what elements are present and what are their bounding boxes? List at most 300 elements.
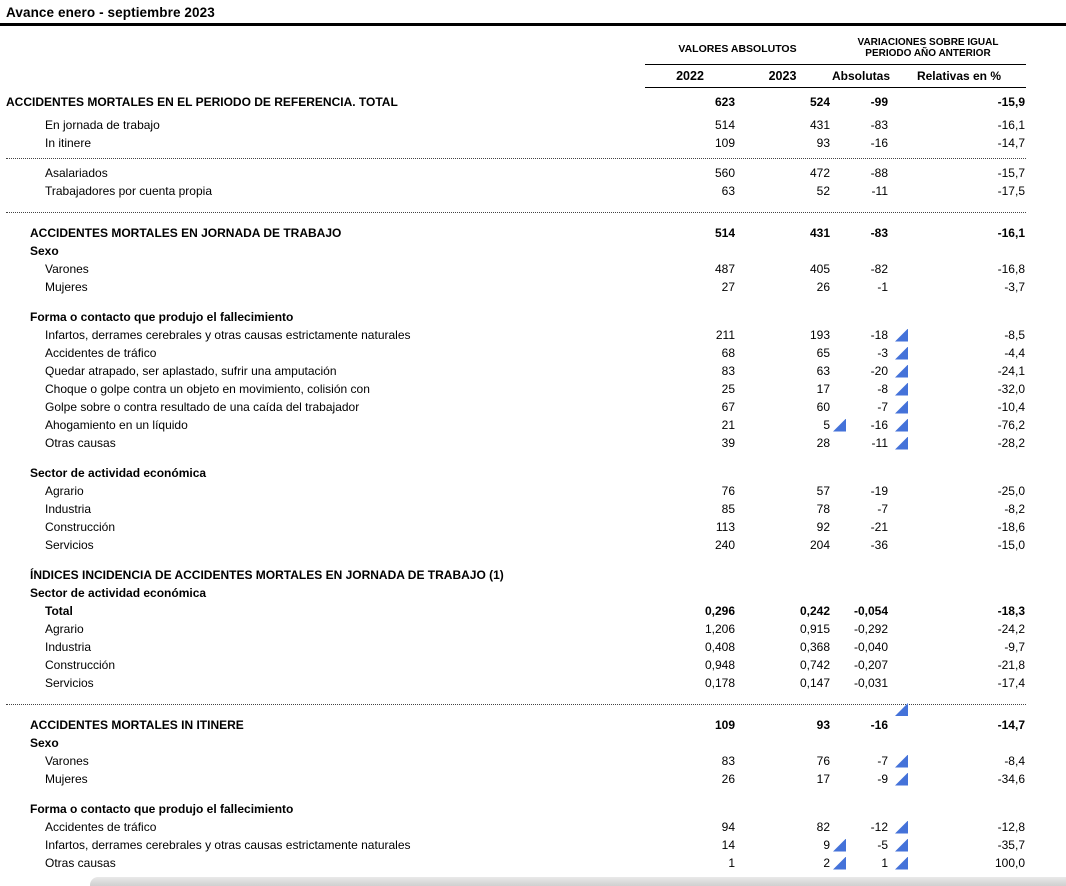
table-row [6,398,1026,416]
column-header-relativas: Relativas en % [916,69,1002,83]
flag-cell-absolutas [892,308,916,326]
value-2022: 109 [714,136,735,150]
value-relativas: -21,8 [997,658,1025,672]
provisional-flag-icon [895,821,908,834]
value-absolutas: -0,040 [853,640,888,654]
value-relativas: -15,0 [997,538,1025,552]
row-label: Choque o golpe contra un objeto en movimiento, colisión con [45,382,370,396]
value-2022: 514 [714,226,735,240]
value-relativas: -28,2 [997,436,1025,450]
value-relativas: -4,4 [1004,346,1025,360]
flag-cell-2023 [830,278,852,296]
flag-cell-absolutas [892,278,916,296]
flag-cell-absolutas [892,482,916,500]
value-2023: 57 [816,484,830,498]
value-relativas: -16,1 [997,118,1025,132]
flag-cell-2023 [830,518,852,536]
value-absolutas: -3 [877,346,888,360]
value-relativas: -14,7 [997,718,1025,732]
flag-cell-absolutas [892,752,916,770]
value-2022: 68 [721,346,735,360]
flag-cell-absolutas [892,620,916,638]
column-header-2022: 2022 [676,69,704,83]
flag-cell-absolutas [892,602,916,620]
flag-cell-2023 [830,242,852,260]
row-label: Sector de actividad económica [30,586,207,600]
flag-cell-absolutas [892,656,916,674]
value-relativas: -17,5 [997,184,1025,198]
value-absolutas: -83 [870,226,888,240]
value-absolutas: -1 [877,280,888,294]
flag-cell-absolutas [892,93,916,111]
value-relativas: -18,3 [997,604,1025,618]
value-2023: 9 [823,838,830,852]
row-label: Varones [45,754,89,768]
value-relativas: -14,7 [997,136,1025,150]
value-2022: 1 [728,856,735,870]
flag-cell-2023 [830,260,852,278]
row-label: Sector de actividad económica [30,466,207,480]
flag-cell-2023 [830,134,852,152]
flag-cell-2023 [830,326,852,344]
flag-cell-absolutas [892,716,916,734]
table-body [6,88,1026,872]
value-2023: 65 [816,346,830,360]
value-absolutas: -7 [877,754,888,768]
value-absolutas: -0,292 [853,622,888,636]
row-label: Construcción [45,658,116,672]
value-2023: 524 [809,95,830,109]
row-label: Total [45,604,73,618]
value-relativas: -15,7 [997,166,1025,180]
table-row [6,278,1026,296]
flag-cell-2023 [830,224,852,242]
value-2023: 63 [816,364,830,378]
value-2023: 17 [816,772,830,786]
table-row [6,362,1026,380]
value-relativas: -34,6 [997,772,1025,786]
column-header-2023: 2023 [768,69,797,83]
table-row [6,854,1026,872]
flag-cell-absolutas [892,836,916,854]
row-label: Sexo [30,244,59,258]
value-relativas: -3,7 [1004,280,1025,294]
value-2022: 211 [715,328,735,342]
flag-cell-2023 [830,164,852,182]
flag-cell-absolutas [892,164,916,182]
flag-cell-absolutas [892,326,916,344]
row-label: Servicios [45,676,94,690]
row-separator [6,200,1026,224]
value-2023: 28 [816,436,830,450]
value-2023: 78 [816,502,830,516]
value-2022: 83 [721,364,735,378]
flag-cell-2023 [830,674,852,692]
table-row [6,416,1026,434]
row-label: Otras causas [45,856,116,870]
provisional-flag-icon [895,383,908,396]
value-absolutas: -82 [870,262,888,276]
value-relativas: -8,2 [1004,502,1025,516]
flag-cell-2023 [830,752,852,770]
flag-cell-absolutas [892,182,916,200]
flag-cell-2023 [830,602,852,620]
row-label: Infartos, derrames cerebrales y otras causas estrictamente naturales [45,328,411,342]
flag-cell-absolutas [892,344,916,362]
row-label: Ahogamiento en un líquido [45,418,188,432]
value-relativas: -76,2 [997,418,1025,432]
value-relativas: -32,0 [997,382,1025,396]
flag-cell-absolutas [892,242,916,260]
value-absolutas: -16 [870,718,888,732]
table-row [6,584,1026,602]
header-group-row [6,26,1026,64]
table-row [6,224,1026,242]
value-absolutas: -0,207 [853,658,888,672]
value-absolutas: -20 [870,364,888,378]
value-2023: 193 [809,328,830,342]
value-2022: 27 [721,280,735,294]
table-row [6,164,1026,182]
value-2022: 487 [714,262,735,276]
flag-cell-2023 [830,770,852,788]
flag-cell-2023 [830,800,852,818]
value-2023: 76 [816,754,830,768]
row-label: Agrario [45,484,84,498]
value-2022: 560 [714,166,735,180]
flag-cell-absolutas [892,854,916,872]
header-variaciones-line1: VARIACIONES SOBRE IGUAL [857,37,999,48]
provisional-flag-icon [895,401,908,414]
provisional-flag-icon [895,347,908,360]
flag-cell-absolutas [892,116,916,134]
flag-cell-absolutas [892,380,916,398]
row-label: Accidentes de tráfico [45,820,157,834]
row-label: In itinere [45,136,92,150]
value-2022: 21 [721,418,735,432]
flag-cell-2023 [830,818,852,836]
header-variaciones-line2: PERIODO AÑO ANTERIOR [865,48,991,59]
flag-cell-absolutas [892,674,916,692]
row-label: Otras causas [45,436,116,450]
value-2023: 0,147 [799,676,830,690]
row-label: Mujeres [45,772,88,786]
flag-cell-2023 [830,308,852,326]
value-relativas: -9,7 [1004,640,1025,654]
value-2023: 204 [809,538,830,552]
provisional-flag-icon [895,365,908,378]
value-2022: 109 [714,718,735,732]
value-absolutas: -18 [870,328,888,342]
value-2023: 5 [823,418,830,432]
value-2023: 93 [816,136,830,150]
flag-cell-2023 [830,536,852,554]
value-relativas: -15,9 [997,95,1025,109]
value-2022: 0,948 [704,658,735,672]
flag-cell-2023 [830,182,852,200]
window-edge [90,877,1066,886]
table-row [6,434,1026,452]
value-2023: 0,242 [799,604,830,618]
value-relativas: -17,4 [997,676,1025,690]
value-absolutas: -83 [870,118,888,132]
value-relativas: -25,0 [997,484,1025,498]
flag-cell-absolutas [892,464,916,482]
row-separator [6,692,1026,716]
table-row [6,326,1026,344]
value-absolutas: -88 [870,166,888,180]
header-valores-absolutos: VALORES ABSOLUTOS [678,43,797,55]
value-2023: 405 [809,262,830,276]
table-row [6,182,1026,200]
flag-cell-2023 [830,716,852,734]
value-2023: 92 [816,520,830,534]
value-relativas: -24,2 [997,622,1025,636]
flag-cell-2023 [830,656,852,674]
value-absolutas: -8 [877,382,888,396]
value-2023: 0,742 [799,658,830,672]
table-row [6,380,1026,398]
value-absolutas: -7 [877,400,888,414]
flag-cell-absolutas [892,134,916,152]
value-relativas: -16,1 [997,226,1025,240]
value-2023: 52 [816,184,830,198]
flag-cell-absolutas [892,434,916,452]
value-relativas: -16,8 [997,262,1025,276]
row-label: Infartos, derrames cerebrales y otras causas estrictamente naturales [45,838,411,852]
flag-cell-2023 [830,482,852,500]
value-2023: 26 [816,280,830,294]
table-row [6,734,1026,752]
value-2022: 14 [721,838,735,852]
table-row [6,518,1026,536]
table-row [6,716,1026,734]
value-2023: 431 [809,118,830,132]
value-absolutas: -16 [870,136,888,150]
value-relativas: -24,1 [997,364,1025,378]
value-absolutas: -7 [877,502,888,516]
table-row [6,308,1026,326]
provisional-flag-icon [833,839,846,852]
flag-cell-2023 [830,566,852,584]
flag-cell-2023 [830,464,852,482]
row-label: Asalariados [45,166,108,180]
value-absolutas: -5 [877,838,888,852]
table-row [6,770,1026,788]
row-label: Construcción [45,520,116,534]
value-2022: 1,206 [704,622,735,636]
table-row [6,752,1026,770]
flag-cell-2023 [830,344,852,362]
table-row [6,674,1026,692]
row-label: Varones [45,262,89,276]
provisional-flag-icon [895,839,908,852]
value-absolutas: -11 [871,184,888,198]
value-absolutas: -0,031 [853,676,888,690]
row-label: Accidentes de tráfico [45,346,157,360]
table-row [6,800,1026,818]
row-label: ÍNDICES INCIDENCIA DE ACCIDENTES MORTALES EN JORNADA DE TRABAJO (1) [30,568,504,582]
row-label: Sexo [30,736,59,750]
value-absolutas: -21 [870,520,888,534]
provisional-flag-icon [833,857,846,870]
row-label: Industria [45,502,92,516]
flag-cell-2023 [830,734,852,752]
provisional-flag-icon [895,857,908,870]
provisional-flag-icon [895,755,908,768]
table-row [6,836,1026,854]
table-row [6,344,1026,362]
value-2022: 94 [721,820,735,834]
value-2022: 39 [721,436,735,450]
flag-cell-absolutas [892,362,916,380]
provisional-flag-icon [895,329,908,342]
value-2022: 0,408 [704,640,735,654]
table-row [6,88,1026,116]
header-year-row [6,65,1026,87]
table-row [6,602,1026,620]
flag-cell-absolutas [892,800,916,818]
table-row [6,464,1026,482]
flag-cell-2023 [830,362,852,380]
header-variaciones [830,37,1026,59]
value-absolutas: -0,054 [853,604,888,618]
flag-cell-2023 [830,434,852,452]
value-absolutas: -11 [871,436,888,450]
row-separator [6,452,1026,464]
row-label: Forma o contacto que produjo el fallecimiento [30,310,294,324]
row-label: Industria [45,640,92,654]
value-2022: 67 [721,400,735,414]
row-label: Trabajadores por cuenta propia [45,184,212,198]
flag-cell-2023 [830,500,852,518]
table-header [6,26,1026,88]
table-row [6,242,1026,260]
provisional-flag-icon [895,419,908,432]
value-2022: 0,296 [704,604,735,618]
value-absolutas: 1 [881,856,888,870]
table-row [6,482,1026,500]
flag-cell-2023 [830,380,852,398]
row-label: Forma o contacto que produjo el fallecimiento [30,802,294,816]
value-2023: 0,915 [799,622,830,636]
value-absolutas: -16 [870,418,888,432]
value-absolutas: -99 [870,95,888,109]
row-label: En jornada de trabajo [45,118,160,132]
provisional-flag-icon [833,419,846,432]
value-2023: 0,368 [799,640,830,654]
row-label: ACCIDENTES MORTALES EN EL PERIODO DE REFERENCIA. TOTAL [6,95,398,109]
value-2022: 623 [714,95,735,109]
table-row [6,818,1026,836]
row-separator [6,296,1026,308]
flag-cell-absolutas [892,584,916,602]
flag-cell-2023 [830,638,852,656]
table-row [6,566,1026,584]
value-relativas: -35,7 [997,838,1025,852]
value-absolutas: -12 [870,820,888,834]
row-separator [6,788,1026,800]
flag-cell-2023 [830,620,852,638]
column-header-absolutas: Absolutas [831,69,890,83]
provisional-flag-icon [895,437,908,450]
flag-cell-absolutas [892,398,916,416]
table [0,26,1066,872]
flag-cell-2023 [830,584,852,602]
flag-cell-absolutas [892,500,916,518]
row-label: ACCIDENTES MORTALES IN ITINERE [30,718,244,732]
table-row [6,134,1026,152]
flag-cell-absolutas [892,260,916,278]
table-row [6,620,1026,638]
flag-cell-2023 [830,116,852,134]
flag-cell-2023 [830,416,852,434]
flag-cell-2023 [830,836,852,854]
row-label: Quedar atrapado, ser aplastado, sufrir una amputación [45,364,337,378]
value-2022: 240 [714,538,735,552]
value-2022: 113 [715,520,735,534]
flag-cell-absolutas [892,734,916,752]
flag-cell-2023 [830,93,852,111]
page-title: Avance enero - septiembre 2023 [6,5,215,20]
value-2022: 26 [721,772,735,786]
flag-cell-2023 [830,854,852,872]
flag-cell-absolutas [892,416,916,434]
value-relativas: 100,0 [994,856,1025,870]
table-row [6,260,1026,278]
value-2023: 2 [823,856,830,870]
value-2023: 93 [816,718,830,732]
row-label: Agrario [45,622,84,636]
flag-cell-absolutas [892,224,916,242]
provisional-flag-icon [895,773,908,786]
table-row [6,116,1026,134]
flag-cell-absolutas [892,566,916,584]
value-2023: 82 [816,820,830,834]
value-2022: 85 [721,502,735,516]
value-2022: 514 [714,118,735,132]
table-row [6,536,1026,554]
row-separator [6,554,1026,566]
row-separator [6,152,1026,164]
value-2022: 76 [721,484,735,498]
row-label: Servicios [45,538,94,552]
row-label: ACCIDENTES MORTALES EN JORNADA DE TRABAJO [30,226,342,240]
value-2023: 431 [809,226,830,240]
table-row [6,656,1026,674]
flag-cell-absolutas [892,518,916,536]
row-label: Mujeres [45,280,88,294]
value-2023: 17 [816,382,830,396]
flag-cell-absolutas [892,638,916,656]
value-relativas: -10,4 [997,400,1025,414]
flag-cell-absolutas [892,536,916,554]
value-2022: 83 [721,754,735,768]
value-2022: 63 [721,184,735,198]
value-2022: 0,178 [704,676,735,690]
value-2022: 25 [721,382,735,396]
flag-cell-absolutas [892,818,916,836]
value-absolutas: -36 [870,538,888,552]
value-relativas: -18,6 [997,520,1025,534]
value-2023: 472 [809,166,830,180]
value-2023: 60 [816,400,830,414]
flag-cell-2023 [830,398,852,416]
value-relativas: -8,4 [1004,754,1025,768]
value-absolutas: -9 [877,772,888,786]
flag-cell-absolutas [892,770,916,788]
table-row [6,638,1026,656]
